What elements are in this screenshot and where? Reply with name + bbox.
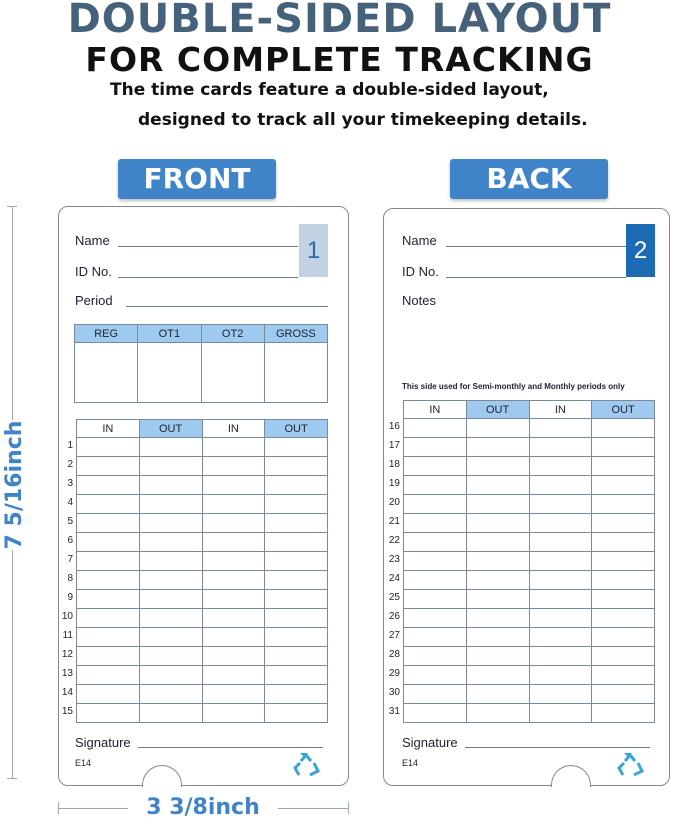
time-cell bbox=[404, 552, 467, 571]
table-row bbox=[77, 628, 328, 647]
front-name-label: Name bbox=[75, 233, 110, 248]
table-row bbox=[404, 476, 655, 495]
back-code: E14 bbox=[402, 758, 419, 768]
time-cell bbox=[404, 457, 467, 476]
time-cell bbox=[77, 476, 140, 495]
time-cell bbox=[77, 647, 140, 666]
time-header-out: OUT bbox=[466, 401, 529, 419]
time-cell bbox=[77, 514, 140, 533]
row-number: 20 bbox=[388, 497, 400, 508]
table-row bbox=[404, 514, 655, 533]
time-cell bbox=[592, 533, 655, 552]
row-number: 17 bbox=[388, 440, 400, 451]
row-number: 18 bbox=[388, 459, 400, 470]
row-number: 7 bbox=[67, 554, 73, 565]
front-card-number: 1 bbox=[299, 224, 328, 277]
front-period-line bbox=[126, 306, 328, 307]
summary-cell bbox=[138, 343, 201, 403]
time-cell bbox=[404, 419, 467, 438]
time-cell bbox=[77, 685, 140, 704]
time-cell bbox=[404, 571, 467, 590]
row-number: 4 bbox=[67, 497, 73, 508]
time-cell bbox=[77, 628, 140, 647]
table-row bbox=[404, 685, 655, 704]
time-cell bbox=[466, 495, 529, 514]
time-cell bbox=[592, 438, 655, 457]
summary-header-ot2: OT2 bbox=[201, 325, 264, 343]
time-cell bbox=[77, 495, 140, 514]
time-cell bbox=[466, 552, 529, 571]
time-cell bbox=[77, 457, 140, 476]
time-cell bbox=[529, 571, 592, 590]
time-cell bbox=[529, 514, 592, 533]
headline-subtitle: FOR COMPLETE TRACKING bbox=[85, 40, 594, 79]
height-dimension-label: 7 5/16inch bbox=[0, 420, 30, 550]
time-cell bbox=[139, 609, 202, 628]
time-cell bbox=[466, 457, 529, 476]
time-cell bbox=[202, 514, 265, 533]
time-cell bbox=[265, 552, 328, 571]
time-cell bbox=[77, 666, 140, 685]
time-cell bbox=[592, 628, 655, 647]
back-name-line bbox=[446, 246, 626, 247]
front-time-table bbox=[76, 419, 328, 723]
table-row bbox=[404, 419, 655, 438]
time-cell bbox=[139, 514, 202, 533]
table-row bbox=[77, 438, 328, 457]
row-number: 14 bbox=[61, 687, 73, 698]
time-cell bbox=[265, 533, 328, 552]
time-cell bbox=[265, 704, 328, 723]
row-number: 3 bbox=[67, 478, 73, 489]
table-row bbox=[404, 533, 655, 552]
time-cell bbox=[139, 685, 202, 704]
time-cell bbox=[592, 571, 655, 590]
time-cell bbox=[265, 571, 328, 590]
time-header-out: OUT bbox=[139, 420, 202, 438]
table-row bbox=[77, 552, 328, 571]
time-cell bbox=[139, 476, 202, 495]
time-cell bbox=[466, 476, 529, 495]
time-cell bbox=[139, 590, 202, 609]
row-number: 23 bbox=[388, 554, 400, 565]
front-code: E14 bbox=[75, 758, 92, 768]
row-number: 16 bbox=[388, 421, 400, 432]
table-row bbox=[404, 590, 655, 609]
time-cell bbox=[77, 552, 140, 571]
description-line-1: The time cards feature a double-sided layout, bbox=[110, 80, 549, 100]
time-cell bbox=[77, 609, 140, 628]
time-cell bbox=[529, 590, 592, 609]
row-number: 15 bbox=[61, 706, 73, 717]
time-cell bbox=[202, 666, 265, 685]
time-cell bbox=[466, 666, 529, 685]
time-cell bbox=[529, 666, 592, 685]
table-row bbox=[77, 476, 328, 495]
table-row bbox=[404, 647, 655, 666]
height-dimension-tick-top bbox=[7, 206, 17, 207]
time-cell bbox=[404, 514, 467, 533]
back-note-text: This side used for Semi-monthly and Monthly periods only bbox=[402, 382, 625, 391]
summary-cell bbox=[201, 343, 264, 403]
row-number: 24 bbox=[388, 573, 400, 584]
table-row bbox=[77, 590, 328, 609]
table-row bbox=[404, 666, 655, 685]
time-cell bbox=[202, 628, 265, 647]
table-row bbox=[77, 571, 328, 590]
time-cell bbox=[404, 628, 467, 647]
time-cell bbox=[466, 438, 529, 457]
time-cell bbox=[202, 552, 265, 571]
time-cell bbox=[466, 533, 529, 552]
row-number: 27 bbox=[388, 630, 400, 641]
time-cell bbox=[404, 704, 467, 723]
time-cell bbox=[592, 590, 655, 609]
row-number: 10 bbox=[61, 611, 73, 622]
time-cell bbox=[202, 495, 265, 514]
summary-header-ot1: OT1 bbox=[138, 325, 201, 343]
time-cell bbox=[202, 609, 265, 628]
summary-header-gross: GROSS bbox=[264, 325, 327, 343]
row-number: 11 bbox=[62, 630, 73, 641]
time-cell bbox=[466, 704, 529, 723]
time-cell bbox=[592, 609, 655, 628]
row-number: 26 bbox=[388, 611, 400, 622]
time-cell bbox=[77, 571, 140, 590]
time-cell bbox=[404, 476, 467, 495]
time-cell bbox=[265, 609, 328, 628]
time-cell bbox=[466, 514, 529, 533]
time-cell bbox=[529, 476, 592, 495]
time-cell bbox=[529, 704, 592, 723]
back-id-label: ID No. bbox=[402, 264, 439, 279]
row-number: 13 bbox=[61, 668, 73, 679]
time-cell bbox=[202, 647, 265, 666]
back-card-number: 2 bbox=[626, 224, 655, 277]
table-row bbox=[77, 647, 328, 666]
time-cell bbox=[529, 457, 592, 476]
time-cell bbox=[202, 438, 265, 457]
time-cell bbox=[265, 647, 328, 666]
time-cell bbox=[466, 419, 529, 438]
recycle-icon bbox=[616, 753, 646, 784]
time-cell bbox=[265, 666, 328, 685]
time-cell bbox=[265, 628, 328, 647]
time-cell bbox=[466, 628, 529, 647]
time-cell bbox=[466, 571, 529, 590]
time-cell bbox=[77, 533, 140, 552]
row-number: 2 bbox=[67, 459, 73, 470]
row-number: 21 bbox=[388, 516, 400, 527]
time-cell bbox=[592, 514, 655, 533]
time-cell bbox=[404, 666, 467, 685]
time-cell bbox=[592, 419, 655, 438]
time-cell bbox=[265, 514, 328, 533]
row-number: 29 bbox=[388, 668, 400, 679]
row-number: 8 bbox=[67, 573, 73, 584]
time-cell bbox=[139, 438, 202, 457]
time-cell bbox=[139, 457, 202, 476]
time-header-out: OUT bbox=[592, 401, 655, 419]
row-number: 5 bbox=[67, 516, 73, 527]
table-row bbox=[404, 628, 655, 647]
time-cell bbox=[529, 552, 592, 571]
time-cell bbox=[592, 704, 655, 723]
table-row bbox=[404, 571, 655, 590]
table-row bbox=[404, 704, 655, 723]
time-cell bbox=[139, 647, 202, 666]
table-row bbox=[404, 457, 655, 476]
time-cell bbox=[139, 704, 202, 723]
front-signature-label: Signature bbox=[75, 735, 131, 750]
time-cell bbox=[592, 476, 655, 495]
row-number: 1 bbox=[67, 440, 73, 451]
time-header-in: IN bbox=[404, 401, 467, 419]
time-cell bbox=[139, 533, 202, 552]
time-cell bbox=[592, 647, 655, 666]
time-cell bbox=[202, 533, 265, 552]
time-cell bbox=[202, 457, 265, 476]
time-cell bbox=[265, 590, 328, 609]
time-cell bbox=[265, 438, 328, 457]
time-cell bbox=[466, 647, 529, 666]
table-row bbox=[404, 438, 655, 457]
table-row bbox=[404, 609, 655, 628]
table-row bbox=[77, 704, 328, 723]
front-period-label: Period bbox=[75, 293, 113, 308]
front-id-line bbox=[118, 277, 298, 278]
time-cell bbox=[404, 685, 467, 704]
time-cell bbox=[77, 438, 140, 457]
time-cell bbox=[592, 457, 655, 476]
table-row bbox=[77, 514, 328, 533]
time-header-in: IN bbox=[77, 420, 140, 438]
table-row bbox=[404, 552, 655, 571]
row-number: 25 bbox=[388, 592, 400, 603]
time-cell bbox=[592, 495, 655, 514]
row-number: 6 bbox=[67, 535, 73, 546]
time-cell bbox=[529, 609, 592, 628]
time-cell bbox=[265, 495, 328, 514]
row-number: 22 bbox=[388, 535, 400, 546]
time-cell bbox=[404, 590, 467, 609]
front-name-line bbox=[118, 246, 298, 247]
time-cell bbox=[466, 685, 529, 704]
row-number: 28 bbox=[388, 649, 400, 660]
time-cell bbox=[529, 628, 592, 647]
time-cell bbox=[592, 666, 655, 685]
front-tab: FRONT bbox=[118, 159, 276, 199]
time-cell bbox=[139, 495, 202, 514]
time-cell bbox=[529, 438, 592, 457]
time-cell bbox=[404, 438, 467, 457]
row-number: 9 bbox=[67, 592, 73, 603]
row-number: 30 bbox=[388, 687, 400, 698]
summary-cell bbox=[264, 343, 327, 403]
width-dimension-tick-right bbox=[348, 802, 349, 814]
time-cell bbox=[265, 457, 328, 476]
recycle-icon bbox=[292, 753, 322, 784]
time-cell bbox=[202, 685, 265, 704]
back-time-table bbox=[403, 400, 655, 723]
time-cell bbox=[529, 533, 592, 552]
table-row bbox=[404, 495, 655, 514]
time-cell bbox=[139, 628, 202, 647]
width-dimension-tick-left bbox=[58, 802, 59, 814]
time-cell bbox=[265, 685, 328, 704]
back-tab: BACK bbox=[450, 159, 608, 199]
width-dimension-label: 3 3/8inch bbox=[128, 795, 278, 820]
time-header-in: IN bbox=[202, 420, 265, 438]
summary-header-reg: REG bbox=[75, 325, 138, 343]
height-dimension-tick-bottom bbox=[7, 778, 17, 779]
table-row bbox=[77, 533, 328, 552]
time-cell bbox=[77, 704, 140, 723]
back-notes-label: Notes bbox=[402, 293, 436, 308]
back-name-label: Name bbox=[402, 233, 437, 248]
time-cell bbox=[529, 647, 592, 666]
time-cell bbox=[404, 495, 467, 514]
table-row bbox=[77, 457, 328, 476]
description-line-2: designed to track all your timekeeping details. bbox=[138, 110, 588, 130]
row-number: 31 bbox=[388, 706, 400, 717]
table-row bbox=[77, 666, 328, 685]
time-cell bbox=[139, 666, 202, 685]
time-header-out: OUT bbox=[265, 420, 328, 438]
time-cell bbox=[202, 704, 265, 723]
row-number: 12 bbox=[61, 649, 73, 660]
back-signature-line bbox=[465, 747, 650, 748]
time-cell bbox=[139, 571, 202, 590]
time-cell bbox=[265, 476, 328, 495]
front-signature-line bbox=[138, 747, 323, 748]
time-cell bbox=[202, 571, 265, 590]
row-number: 19 bbox=[388, 478, 400, 489]
time-cell bbox=[592, 685, 655, 704]
time-cell bbox=[202, 476, 265, 495]
front-id-label: ID No. bbox=[75, 264, 112, 279]
time-cell bbox=[202, 590, 265, 609]
back-signature-label: Signature bbox=[402, 735, 458, 750]
table-row bbox=[77, 685, 328, 704]
time-cell bbox=[466, 609, 529, 628]
time-cell bbox=[592, 552, 655, 571]
summary-cell bbox=[75, 343, 138, 403]
time-cell bbox=[466, 590, 529, 609]
time-cell bbox=[404, 609, 467, 628]
time-cell bbox=[529, 419, 592, 438]
time-header-in: IN bbox=[529, 401, 592, 419]
back-id-line bbox=[446, 277, 626, 278]
table-row bbox=[77, 495, 328, 514]
time-cell bbox=[404, 647, 467, 666]
time-cell bbox=[77, 590, 140, 609]
time-cell bbox=[529, 685, 592, 704]
time-cell bbox=[139, 552, 202, 571]
time-cell bbox=[529, 495, 592, 514]
time-cell bbox=[404, 533, 467, 552]
front-summary-table bbox=[74, 324, 328, 403]
table-row bbox=[77, 609, 328, 628]
headline-title: DOUBLE-SIDED LAYOUT bbox=[67, 0, 612, 42]
